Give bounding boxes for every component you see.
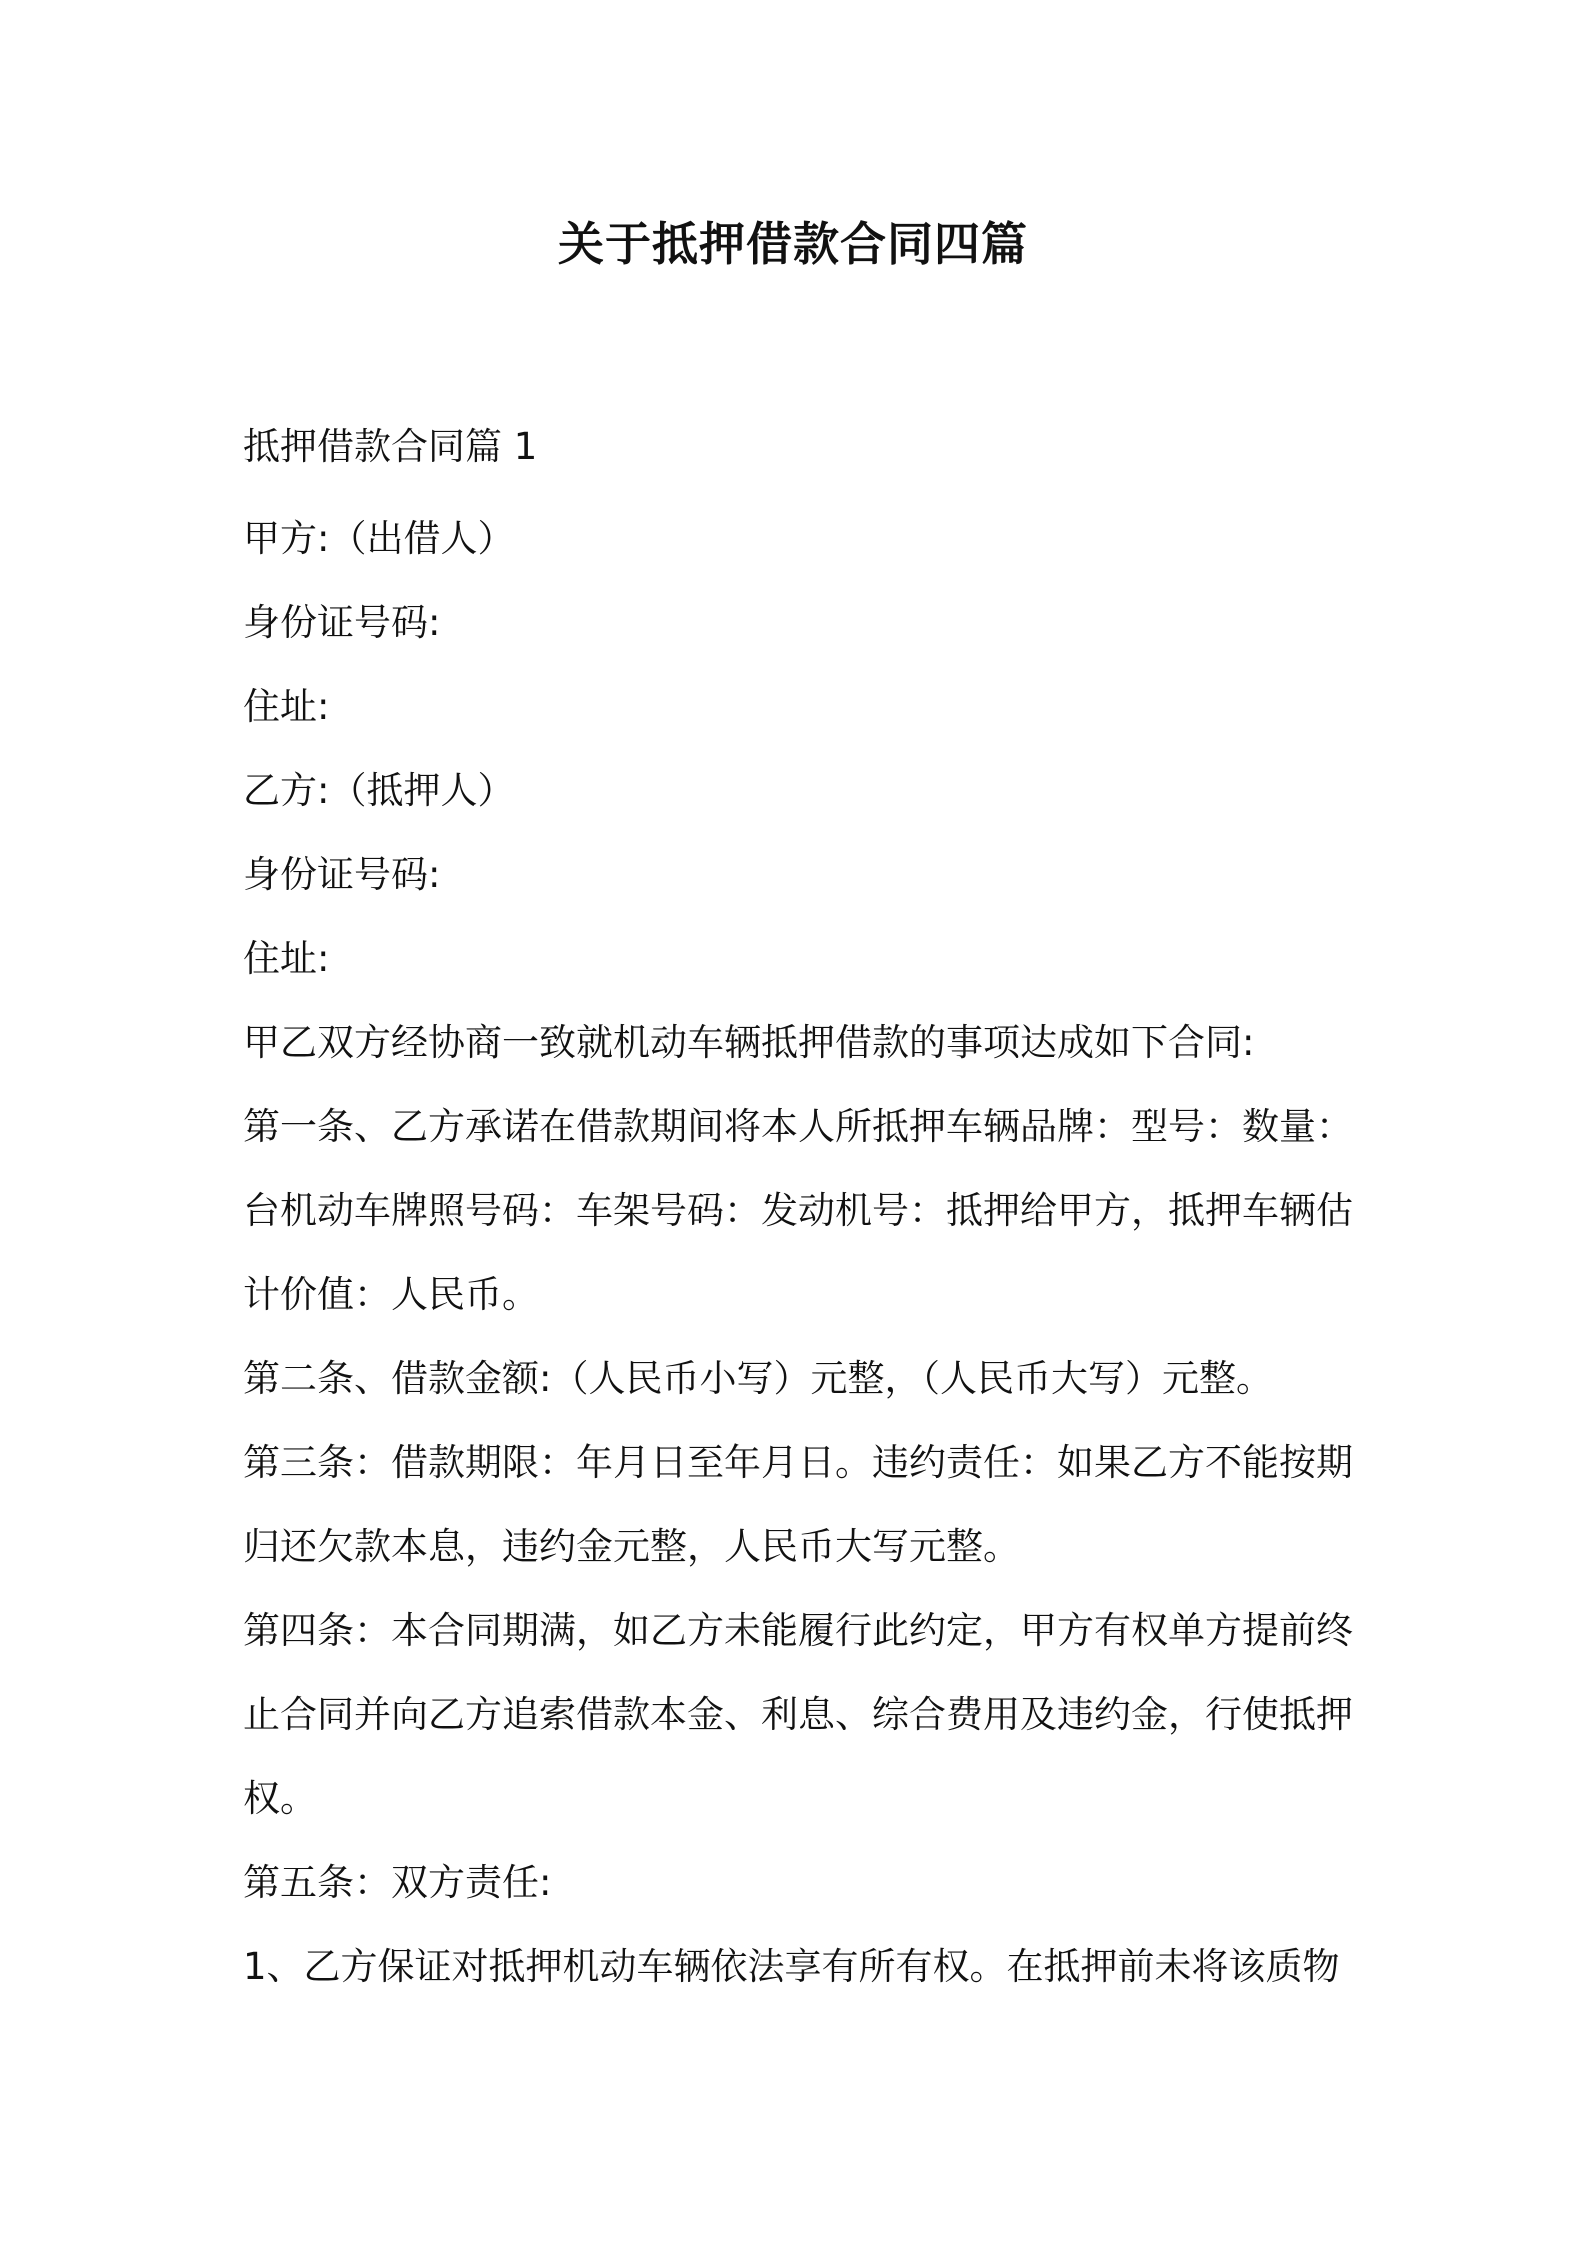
section-subtitle: 抵押借款合同篇 1 [243, 425, 538, 468]
party-a-id-line: 身份证号码: [243, 601, 441, 644]
party-b-id-line: 身份证号码: [243, 853, 441, 896]
party-a-address-line: 住址: [243, 685, 330, 728]
article-1-paragraph: 第一条、乙方承诺在借款期间将本人所抵押车辆品牌：型号：数量：台机动车牌照号码：车架号码：发动机号：抵押给甲方，抵押车辆估计价值：人民币。 [243, 1105, 1353, 1316]
document-body [243, 405, 1353, 2009]
party-b-line: 乙方:（抵押人） [243, 769, 515, 812]
item-1-paragraph: 1、乙方保证对抵押机动车辆依法享有所有权。在抵押前未将该质物 [243, 1945, 1340, 1988]
intro-paragraph: 甲乙双方经协商一致就机动车辆抵押借款的事项达成如下合同: [243, 1021, 1255, 1064]
article-3-paragraph: 第三条：借款期限：年月日至年月日。违约责任：如果乙方不能按期归还欠款本息，违约金元整，人民币大写元整。 [243, 1441, 1353, 1568]
party-a-line: 甲方:（出借人） [243, 517, 515, 560]
document-title: 关于抵押借款合同四篇 [558, 217, 1028, 271]
article-5-paragraph: 第五条：双方责任: [243, 1861, 552, 1904]
party-b-address-line: 住址: [243, 937, 330, 980]
article-2-paragraph: 第二条、借款金额:（人民币小写）元整，（人民币大写）元整。 [243, 1357, 1273, 1400]
article-4-paragraph: 第四条：本合同期满，如乙方未能履行此约定，甲方有权单方提前终止合同并向乙方追索借款本金、利息、综合费用及违约金，行使抵押权。 [243, 1609, 1353, 1820]
